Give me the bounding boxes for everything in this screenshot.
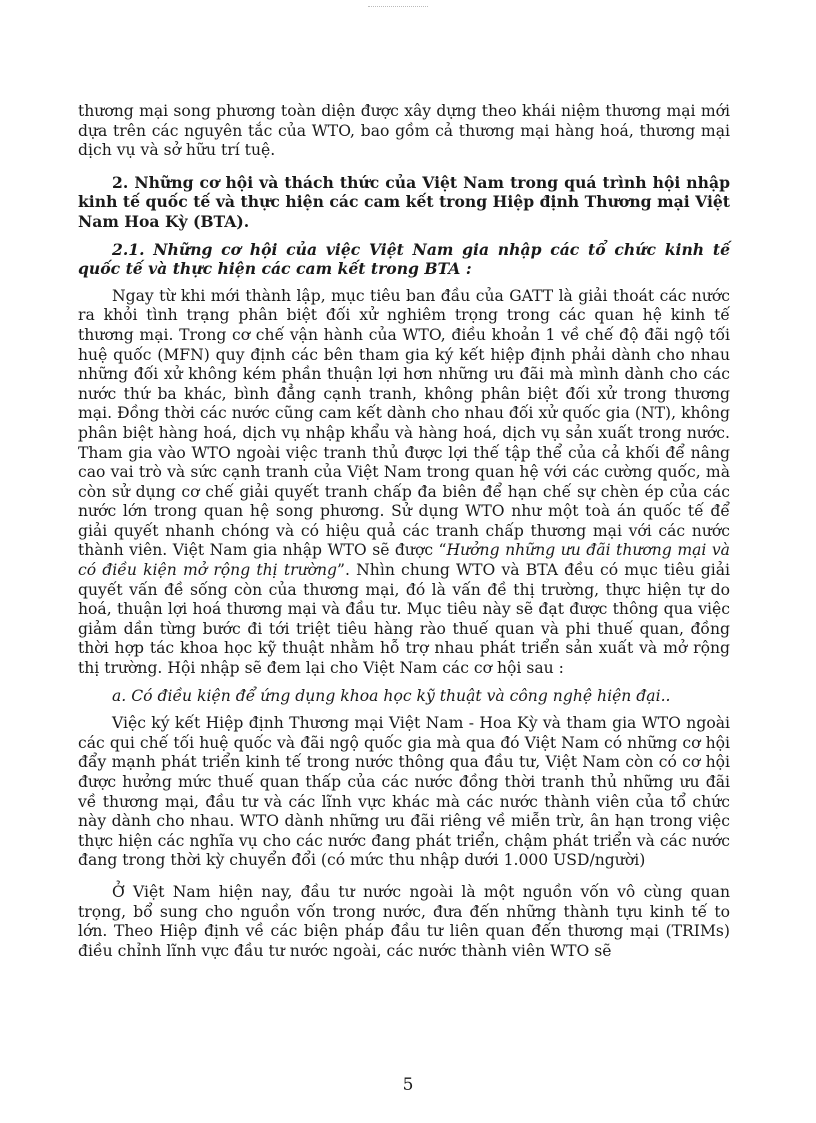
paragraph-gatt-wto-part-a: Ngay từ khi mới thành lập, mục tiêu ban đầu của GATT là giải thoát các nước ra khỏi tình trạng phân biệt đối xử nghiêm trọng trong các quan hệ kinh tế thương mại. Trong cơ chế vận hành của WTO, điều khoản 1 về chế độ đãi ngộ tối huệ quốc (MFN) quy định các bên tham gia ký kết hiệp định phải dành cho nhau những đối xử không kém phần thuận lợi hơn những ưu đãi mà mình dành cho các nước thứ ba khác, bình đẳng cạnh tranh, không phân biệt đối xử trong thương mại. Đồng thời các nước cũng cam kết dành cho nhau đối xử quốc gia (NT), không phân biệt hàng hoá, dịch vụ nhập khẩu và hàng hoá, dịch vụ sản xuất trong nước. Tham gia vào WTO ngoài việc tranh thủ được lợi thế tập thể của cả khối để nâng cao vai trò và sức cạnh tranh của Việt Nam trong quan hệ với các cường quốc, mà còn sử dụng cơ chế giải quyết tranh chấp đa biên để hạn chế sự chèn ép của các nước lớn trong quan hệ song phương. Sử dụng WTO như một toà án quốc tế để giải quyết nhanh chóng và có hiệu quả các tranh chấp thương mại với các nước thành viên. Việt Nam gia nhập WTO sẽ được “ [78, 286, 730, 560]
intro-paragraph: thương mại song phương toàn diện được xây dựng theo khái niệm thương mại mới dựa trên các nguyên tắc của WTO, bao gồm cả thương mại hàng hoá, thương mại dịch vụ và sở hữu trí tuệ. [78, 102, 730, 160]
paragraph-fdi: Ở Việt Nam hiện nay, đầu tư nước ngoài là một nguồn vốn vô cùng quan trọng, bổ sung cho nguồn vốn trong nước, đưa đến những thành tựu kinh tế to lớn. Theo Hiệp định về các biện pháp đầu tư liên quan đến thương mại (TRIMs) điều chỉnh lĩnh vực đầu tư nước ngoài, các nước thành viên WTO sẽ [78, 882, 730, 960]
paragraph-gatt-wto [78, 287, 730, 679]
section-heading-2-1: 2.1. Những cơ hội của việc Việt Nam gia nhập các tổ chức kinh tế quốc tế và thực hiện các cam kết trong BTA : [78, 239, 730, 279]
scan-mark [368, 6, 428, 8]
paragraph-bta-wto: Việc ký kết Hiệp định Thương mại Việt Nam - Hoa Kỳ và tham gia WTO ngoài các qui chế tối huệ quốc và đãi ngộ quốc gia mà qua đó Việt Nam có những cơ hội đẩy mạnh phát triển kinh tế trong nước thông qua đầu tư, Việt Nam còn có cơ hội được hưởng mức thuế quan thấp của các nước đồng thời tranh thủ những ưu đãi về thương mại, đầu tư và các lĩnh vực khác mà các nước thành viên của tổ chức này dành cho nhau. WTO dành những ưu đãi riêng về miễn trừ, ân hạn trong việc thực hiện các nghĩa vụ cho các nước đang phát triển, chậm phát triển và các nước đang trong thời kỳ chuyển đổi (có mức thu nhập dưới 1.000 USD/người) [78, 714, 730, 870]
paragraph-gatt-wto-part-b: ”. Nhìn chung WTO và BTA đều có mục tiêu giải quyết vấn đề sống còn của thương mại, đó là vấn đề thị trường, thực hiện tự do hoá, thuận lợi hoá thương mại và đầu tư. Mục tiêu này sẽ đạt được thông qua việc giảm dần từng bước đi tới triệt tiêu hàng rào thuế quan và phi thuế quan, đồng thời hợp tác khoa học kỹ thuật nhằm hỗ trợ nhau phát triển sản xuất và mở rộng thị trường. Hội nhập sẽ đem lại cho Việt Nam các cơ hội sau : [78, 561, 730, 678]
section-heading-2: 2. Những cơ hội và thách thức của Việt Nam trong quá trình hội nhập kinh tế quốc tế và thực hiện các cam kết trong Hiệp định Thương mại Việt Nam Hoa Kỳ (BTA). [78, 172, 730, 231]
subsection-heading-a: a. Có điều kiện để ứng dụng khoa học kỹ thuật và công nghệ hiện đại.. [112, 686, 671, 705]
page-number: 5 [402, 1075, 414, 1095]
paragraph-gatt-wto-quote: Hưởng những ưu đãi thương mại và có điều kiện mở rộng thị trường [78, 541, 730, 580]
document-body [78, 102, 730, 961]
